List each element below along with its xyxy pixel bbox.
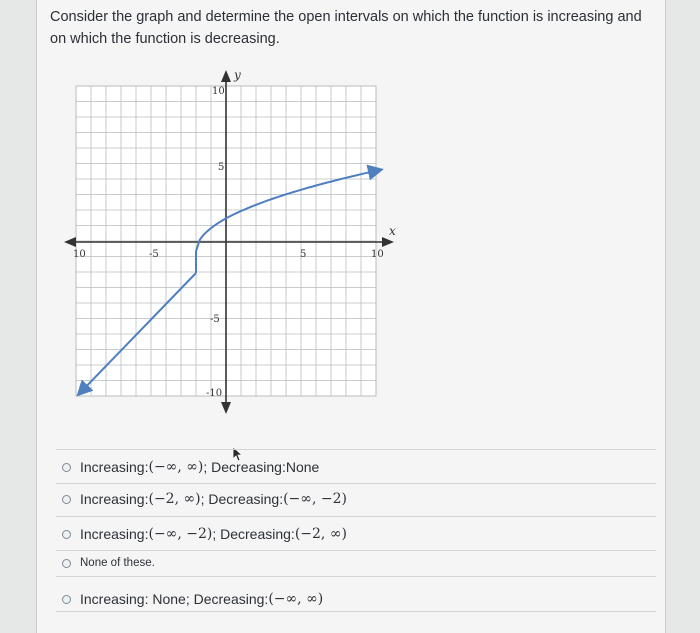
tick-y-10: 10 [212,86,225,97]
option-3-decreasing-interval: (−2, ∞) [294,526,347,542]
option-2-prefix: Increasing: [80,491,149,507]
option-divider [56,611,656,612]
tick-x-5: 5 [300,249,307,260]
x-axis-left-arrow [64,237,76,247]
option-1[interactable] [62,459,319,475]
tick-y-neg10: -10 [206,388,223,399]
option-1-mid: ; Decreasing: [203,459,286,475]
radio-button[interactable] [62,463,71,472]
radio-button[interactable] [62,595,71,604]
option-1-decreasing-interval: None [285,459,320,475]
tick-y-5: 5 [218,162,225,173]
x-axis-right-arrow [382,237,394,247]
x-axis-label: x [389,224,396,238]
option-4[interactable] [62,557,155,569]
y-axis-down-arrow [221,402,231,414]
radio-button[interactable] [62,495,71,504]
radio-button[interactable] [62,559,71,568]
y-axis-label: y [234,68,241,82]
option-3-increasing-interval: (−∞, −2) [148,526,213,542]
option-3[interactable] [62,526,347,542]
option-divider [56,576,656,577]
option-2-mid: ; Decreasing: [200,491,284,507]
option-2[interactable] [62,491,347,507]
option-1-increasing-interval: (−∞, ∞) [148,459,204,475]
y-axis-up-arrow [221,70,231,82]
option-3-prefix: Increasing: [80,526,149,542]
option-5[interactable] [62,591,323,607]
option-divider [56,516,656,517]
tick-x-10: 10 [371,249,384,260]
function-graph [62,66,402,426]
option-1-prefix: Increasing: [80,459,149,475]
option-5-decreasing-interval: (−∞, ∞) [268,591,324,607]
option-divider [56,483,656,484]
option-3-mid: ; Decreasing: [212,526,295,542]
tick-x-neg10: 10 [73,249,86,260]
question-text: Consider the graph and determine the open intervals on which the function is increasing and on which the function is decreasing. [50,9,642,47]
option-divider [56,449,656,450]
tick-y-neg5: -5 [210,314,220,325]
option-2-decreasing-interval: (−∞, −2) [283,491,347,507]
tick-x-neg5: -5 [149,249,159,260]
option-divider [56,550,656,551]
option-2-increasing-interval: (−2, ∞) [148,491,201,507]
radio-button[interactable] [62,530,71,539]
option-5-prefix: Increasing: None; Decreasing: [80,591,269,607]
option-4-text: None of these. [80,557,155,569]
